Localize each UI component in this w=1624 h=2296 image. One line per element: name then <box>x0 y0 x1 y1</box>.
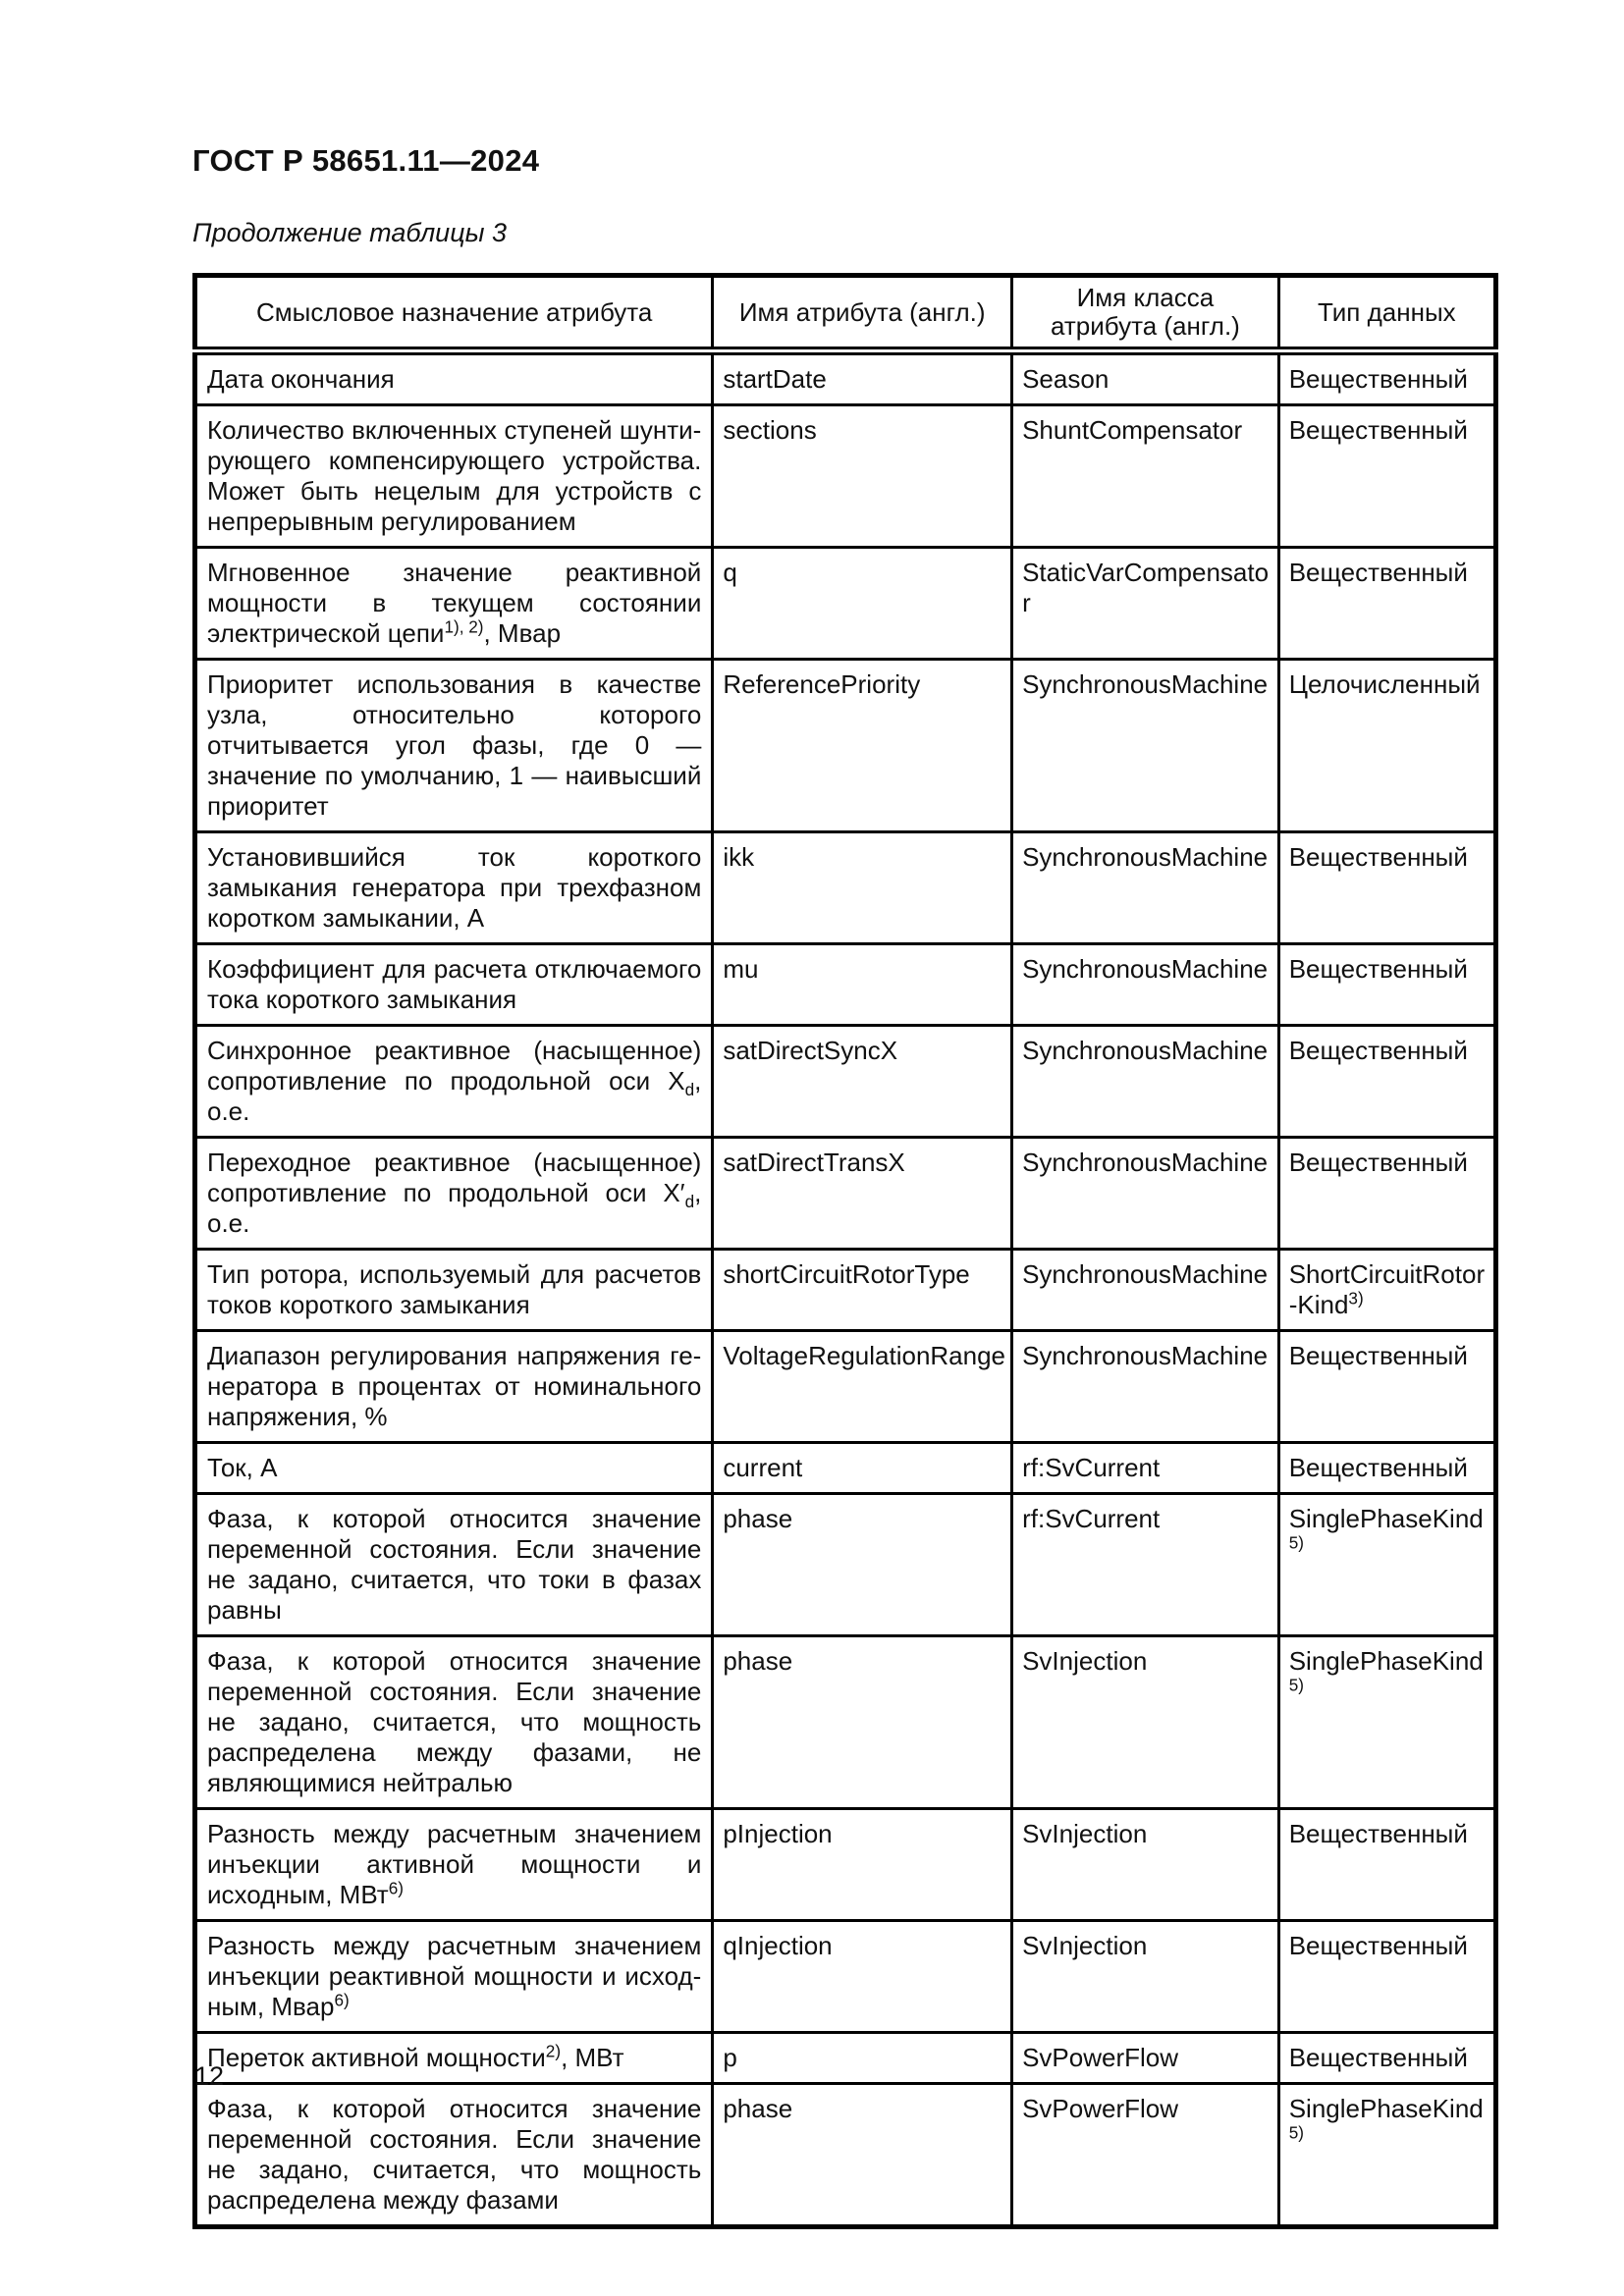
table-row <box>195 2033 1496 2084</box>
table-header-row <box>195 276 1496 351</box>
table-row <box>195 944 1496 1026</box>
class-name-cell: SynchronousMachine <box>1012 1331 1279 1443</box>
table-row <box>195 1494 1496 1636</box>
meaning-cell: Диапазон регулирования напряжения генератора в процентах от номинального напряжения, % <box>195 1331 713 1443</box>
attr-name-cell: ikk <box>713 832 1012 944</box>
meaning-cell: Переходное реактивное (насыщенное) сопротивление по продольной оси $X'_d$, о.е. <box>195 1138 713 1250</box>
attr-name-cell: phase <box>713 1494 1012 1636</box>
meaning-cell: Фаза, к которой относится значение переменной состояния. Если значение не задано, считается, что мощность распределена между фазами <box>195 2084 713 2227</box>
attr-name-cell: current <box>713 1443 1012 1494</box>
class-name-cell: rf:SvCurrent <box>1012 1494 1279 1636</box>
table-row <box>195 1026 1496 1138</box>
table-row <box>195 660 1496 832</box>
class-name-cell: SynchronousMachine <box>1012 832 1279 944</box>
class-name-cell: SvInjection <box>1012 1921 1279 2033</box>
table-row <box>195 1636 1496 1809</box>
data-type-cell: Вещественный <box>1278 1921 1495 2033</box>
table-row <box>195 548 1496 660</box>
attr-name-cell: qInjection <box>713 1921 1012 2033</box>
column-header-class-name: Имя класса атрибута (англ.) <box>1012 276 1279 351</box>
table-row <box>195 1921 1496 2033</box>
class-name-cell: SynchronousMachine <box>1012 944 1279 1026</box>
attr-name-cell: phase <box>713 2084 1012 2227</box>
table-row <box>195 1138 1496 1250</box>
table-row <box>195 1809 1496 1921</box>
attr-name-cell: sections <box>713 405 1012 548</box>
column-header-data-type: Тип данных <box>1278 276 1495 351</box>
class-name-cell: SvPowerFlow <box>1012 2033 1279 2084</box>
class-name-cell: SvInjection <box>1012 1636 1279 1809</box>
class-name-cell: SynchronousMachine <box>1012 1250 1279 1331</box>
attr-name-cell: mu <box>713 944 1012 1026</box>
class-name-cell: SynchronousMachine <box>1012 660 1279 832</box>
meaning-cell: Фаза, к которой относится значение переменной состояния. Если значение не задано, считается, что токи в фазах равны <box>195 1494 713 1636</box>
meaning-cell: Тип ротора, используемый для расчетов токов короткого замыкания <box>195 1250 713 1331</box>
data-type-cell: SinglePhaseKind$^{5)}$ <box>1278 1494 1495 1636</box>
class-name-cell: SynchronousMachine <box>1012 1138 1279 1250</box>
attributes-table <box>192 273 1498 2229</box>
attr-name-cell: ReferencePriority <box>713 660 1012 832</box>
meaning-cell: Приоритет использования в качестве узла, относительно которого отчитывается угол фазы, где 0 — значение по умолчанию, 1 — наивысший приоритет <box>195 660 713 832</box>
data-type-cell: Вещественный <box>1278 1443 1495 1494</box>
meaning-cell: Количество включенных ступеней шунтирующего компенсирующего устройства. Может быть нецелым для устройств с непрерывным регулированием <box>195 405 713 548</box>
class-name-cell: Season <box>1012 351 1279 405</box>
meaning-cell: Разность между расчетным значением инъекции реактивной мощности и исходным, Мвар$^{6)}$ <box>195 1921 713 2033</box>
data-type-cell: SinglePhaseKind$^{5)}$ <box>1278 1636 1495 1809</box>
class-name-cell: StaticVarCompensator <box>1012 548 1279 660</box>
attr-name-cell: startDate <box>713 351 1012 405</box>
data-type-cell: Вещественный <box>1278 1331 1495 1443</box>
meaning-cell: Ток, А <box>195 1443 713 1494</box>
meaning-cell: Фаза, к которой относится значение переменной состояния. Если значение не задано, считается, что мощность распределена между фазами, не являющимися нейтралью <box>195 1636 713 1809</box>
page-number: 12 <box>194 2061 225 2091</box>
meaning-cell: Разность между расчетным значением инъекции активной мощности и исходным, МВт$^{6)}$ <box>195 1809 713 1921</box>
class-name-cell: SynchronousMachine <box>1012 1026 1279 1138</box>
data-type-cell: Вещественный <box>1278 1026 1495 1138</box>
column-header-meaning: Смысловое назначение атрибута <box>195 276 713 351</box>
column-header-attr-name: Имя атрибута (англ.) <box>713 276 1012 351</box>
attr-name-cell: q <box>713 548 1012 660</box>
table-row <box>195 1250 1496 1331</box>
meaning-cell: Мгновенное значение реактивной мощности в текущем состоянии электрической цепи$^{1), 2)}$, Мвар <box>195 548 713 660</box>
data-type-cell: Вещественный <box>1278 351 1495 405</box>
data-type-cell: Вещественный <box>1278 1138 1495 1250</box>
data-type-cell: Вещественный <box>1278 405 1495 548</box>
data-type-cell: Вещественный <box>1278 944 1495 1026</box>
data-type-cell: ShortCircuitRotor-Kind$^{3)}$ <box>1278 1250 1495 1331</box>
meaning-cell: Дата окончания <box>195 351 713 405</box>
data-type-cell: Вещественный <box>1278 2033 1495 2084</box>
document-title: ГОСТ Р 58651.11—2024 <box>192 143 540 178</box>
attr-name-cell: satDirectTransX <box>713 1138 1012 1250</box>
attr-name-cell: shortCircuitRotorType <box>713 1250 1012 1331</box>
table-row <box>195 1443 1496 1494</box>
table-row <box>195 2084 1496 2227</box>
class-name-cell: ShuntCompensator <box>1012 405 1279 548</box>
meaning-cell: Установившийся ток короткого замыкания генератора при трехфазном коротком замыкании, А <box>195 832 713 944</box>
data-type-cell: Вещественный <box>1278 1809 1495 1921</box>
data-type-cell: Целочисленный <box>1278 660 1495 832</box>
attr-name-cell: VoltageRegulationRange <box>713 1331 1012 1443</box>
attr-name-cell: phase <box>713 1636 1012 1809</box>
table-caption: Продолжение таблицы 3 <box>192 218 508 247</box>
meaning-cell: Синхронное реактивное (насыщенное) сопротивление по продольной оси $X_d$, о.е. <box>195 1026 713 1138</box>
data-type-cell: SinglePhaseKind$^{5)}$ <box>1278 2084 1495 2227</box>
data-type-cell: Вещественный <box>1278 548 1495 660</box>
attr-name-cell: p <box>713 2033 1012 2084</box>
meaning-cell: Коэффициент для расчета отключаемого тока короткого замыкания <box>195 944 713 1026</box>
attr-name-cell: satDirectSyncX <box>713 1026 1012 1138</box>
table-row <box>195 351 1496 405</box>
table-row <box>195 832 1496 944</box>
data-type-cell: Вещественный <box>1278 832 1495 944</box>
table-row <box>195 1331 1496 1443</box>
meaning-cell: Переток активной мощности$^{2)}$, МВт <box>195 2033 713 2084</box>
class-name-cell: SvInjection <box>1012 1809 1279 1921</box>
class-name-cell: rf:SvCurrent <box>1012 1443 1279 1494</box>
class-name-cell: SvPowerFlow <box>1012 2084 1279 2227</box>
attr-name-cell: pInjection <box>713 1809 1012 1921</box>
table-row <box>195 405 1496 548</box>
